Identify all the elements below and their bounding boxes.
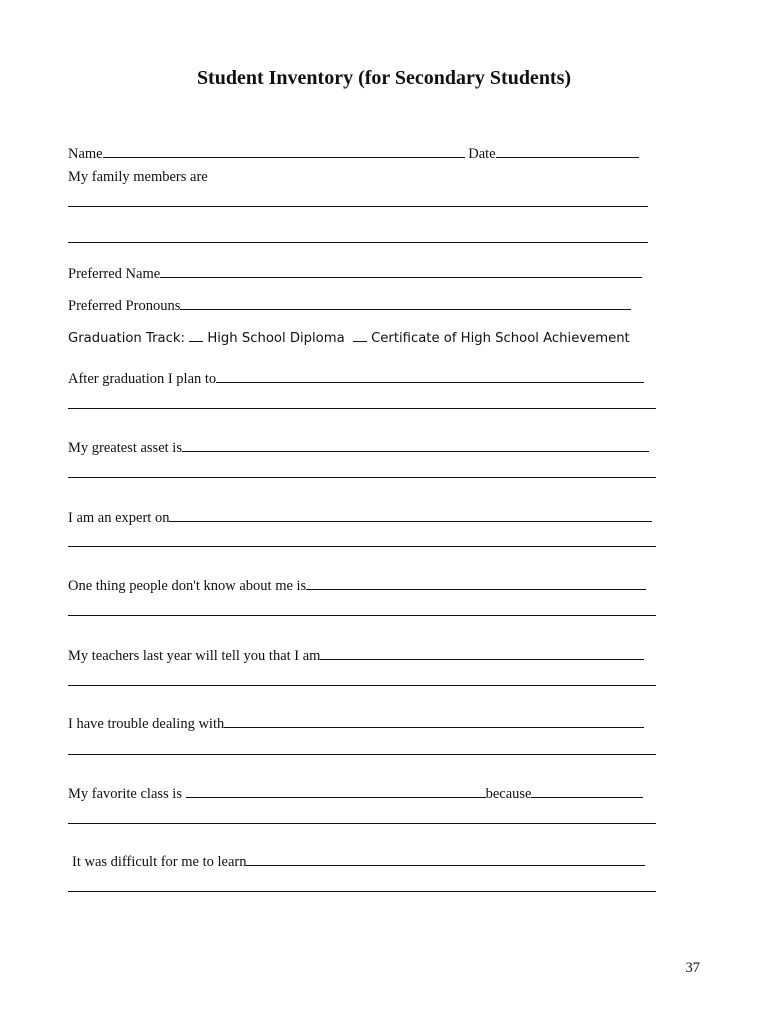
greatest-asset-row bbox=[68, 438, 649, 457]
after-graduation-blank-2[interactable] bbox=[68, 408, 656, 409]
teachers-blank-2[interactable] bbox=[68, 685, 656, 686]
family-label: My family members are bbox=[68, 169, 208, 185]
trouble-blank-2[interactable] bbox=[68, 754, 656, 755]
because-label: because bbox=[485, 786, 532, 802]
favorite-class-label: My favorite class is bbox=[68, 786, 182, 802]
preferred-name-row bbox=[68, 264, 642, 283]
preferred-name-blank[interactable] bbox=[160, 264, 642, 278]
difficult-row bbox=[72, 852, 645, 871]
difficult-blank[interactable] bbox=[246, 852, 645, 866]
expert-label: I am an expert on bbox=[68, 510, 170, 526]
graduation-track-row bbox=[68, 329, 630, 348]
preferred-name-label: Preferred Name bbox=[68, 266, 161, 282]
teachers-label: My teachers last year will tell you that I am bbox=[68, 648, 321, 664]
one-thing-row bbox=[68, 576, 646, 595]
teachers-blank[interactable] bbox=[320, 646, 644, 660]
after-graduation-label: After graduation I plan to bbox=[68, 371, 217, 387]
favorite-class-row bbox=[68, 784, 643, 803]
expert-row bbox=[68, 508, 652, 527]
family-blank-1[interactable] bbox=[68, 206, 648, 207]
preferred-pronouns-label: Preferred Pronouns bbox=[68, 298, 181, 314]
name-blank[interactable] bbox=[103, 144, 465, 158]
page-title: Student Inventory (for Secondary Students) bbox=[196, 67, 572, 89]
date-blank[interactable] bbox=[496, 144, 639, 158]
family-blank-2[interactable] bbox=[68, 242, 648, 243]
name-date-row bbox=[68, 144, 639, 163]
difficult-blank-2[interactable] bbox=[68, 891, 656, 892]
date-label: Date bbox=[468, 146, 496, 162]
name-label: Name bbox=[68, 146, 103, 162]
after-graduation-blank[interactable] bbox=[216, 369, 644, 383]
favorite-class-blank-2[interactable] bbox=[68, 823, 656, 824]
trouble-blank[interactable] bbox=[224, 714, 644, 728]
because-blank[interactable] bbox=[531, 784, 643, 798]
expert-blank-2[interactable] bbox=[68, 546, 656, 547]
graduation-option-2-blank[interactable] bbox=[353, 329, 367, 342]
graduation-track-label: Graduation Track: bbox=[68, 331, 185, 346]
graduation-option-1: High School Diploma bbox=[207, 331, 345, 346]
graduation-option-1-blank[interactable] bbox=[189, 329, 203, 342]
graduation-option-2: Certificate of High School Achievement bbox=[371, 331, 630, 346]
teachers-row bbox=[68, 646, 644, 665]
favorite-class-blank[interactable] bbox=[186, 784, 486, 798]
trouble-row bbox=[68, 714, 644, 733]
preferred-pronouns-blank[interactable] bbox=[180, 296, 631, 310]
one-thing-blank[interactable] bbox=[306, 576, 646, 590]
greatest-asset-blank[interactable] bbox=[182, 438, 649, 452]
expert-blank[interactable] bbox=[169, 508, 652, 522]
after-graduation-row bbox=[68, 369, 644, 388]
one-thing-label: One thing people don't know about me is bbox=[68, 578, 307, 594]
preferred-pronouns-row bbox=[68, 296, 631, 315]
page-number: 37 bbox=[685, 960, 700, 976]
difficult-label: It was difficult for me to learn bbox=[72, 854, 247, 870]
greatest-asset-label: My greatest asset is bbox=[68, 440, 182, 456]
greatest-asset-blank-2[interactable] bbox=[68, 477, 656, 478]
one-thing-blank-2[interactable] bbox=[68, 615, 656, 616]
trouble-label: I have trouble dealing with bbox=[68, 716, 225, 732]
